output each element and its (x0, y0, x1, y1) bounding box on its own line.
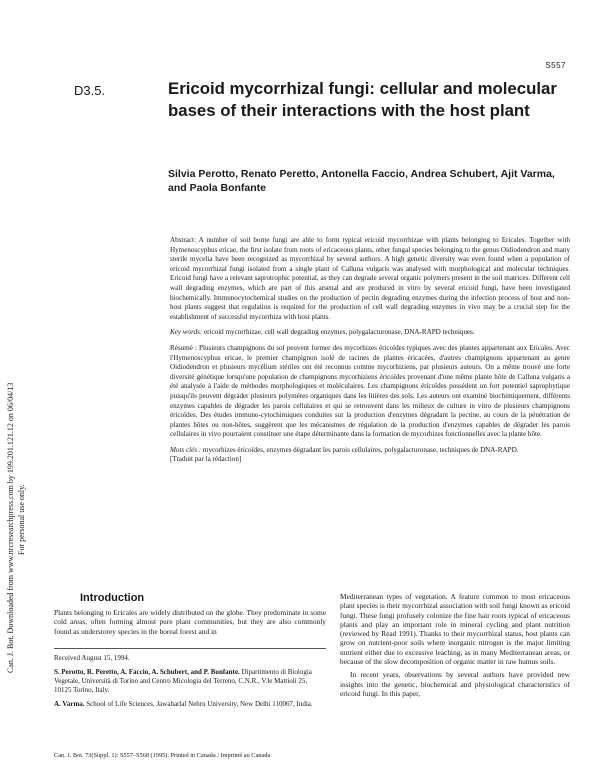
affiliation-2 (54, 700, 326, 709)
watermark-line-2: For personal use only. (17, 484, 26, 555)
affiliations-block (54, 654, 326, 714)
section-code: D3.5. (74, 83, 106, 98)
footnote-divider (54, 648, 326, 649)
abstract-paragraph (170, 236, 570, 322)
keywords-label: Key words: (170, 328, 203, 337)
intro-paragraph-1: Mediterranean types of vegetation. A feature common to most ericaceous plant species is their mycorrhizal association with soil fungi known as ericoid fungi. These fungi profusely colonize the fine hair roots typical of ericaceous plants and play an important role in mineral cycling and plant nutrition (reviewed by Read 1991). Thanks to their mycorrhizal status, host plants can grow on nutrient-poor soils where inorganic nitrogen is the major limiting nutrient either due to excessive leaching, as in many Mediterranean areas, or because of the slow decomposition of organic matter in raw humus soils. (340, 592, 570, 667)
watermark-line-1: Can. J. Bot. Downloaded from www.nrcresearchpress.com by 199.201.121.12 on 06/04/13 (6, 382, 15, 673)
intro-paragraph-2: In recent years, observations by several authors have provided new insights into the genetic, biochemical and physiological characteristics of ericoid fungi. In this paper, (340, 670, 570, 698)
abstract-block (170, 236, 570, 465)
mots-cles-label: Mots clés : (170, 445, 202, 454)
paper-title: Ericoid mycorrhizal fungi: cellular and molecular bases of their interactions with the host plant (168, 79, 557, 120)
affiliation-2-text: School of Life Sciences, Jawaharlal Nehru University, New Delhi 110067, India. (86, 699, 313, 708)
author-list: Silvia Perotto, Renato Peretto, Antonella Faccio, Andrea Schubert, Ajit Varma, and Paola Bonfante (168, 168, 555, 194)
abstract-text: A number of soil borne fungi are able to form typical ericoid mycorrhizae with plants belonging to Ericales. Together with Hymenoscyphus ericae, the first isolate from roots of ericaceous plants, other fungal species belonging to the genus Oidiodendron and many sterile mycelia have been recognized as mycorrhizal by several authors. A high genetic diversity was even found when a population of ericoid mycorrhizal fungi isolated from a single plant of Calluna vulgaris was analysed with morphological and molecular techniques. Ericoid fungi have a relevant saprotrophic potential, as they can degrade several organic polymers present in the soil matrices. Different cell wall degrading enzymes, which are part of this arsenal and are produced in vitro by several ericoid fungi, have been investigated biochemically. Immunocytochemical studies on the production of pectin degrading enzymes during the infection process of host and non-host plants suggest that regulation is required for the production of cell wall degrading enzymes in vivo may be a crucial step for the establishment of successful mycorrhiza with host plants. (170, 236, 570, 321)
page-number: S557 (545, 61, 566, 70)
affiliation-1-authors: S. Perotto, R. Peretto, A. Faccio, A. Schubert, and P. Bonfante. (54, 667, 240, 676)
resume-paragraph (170, 344, 570, 440)
resume-text: Plusieurs champignons du sol peuvent former des mycorhizes éricoïdes typiques avec des plantes appartenant aux Ericales. Avec l'Hymenoscyphus ericae, le premier champignon isolé de racines de plantes éricacées, d'autres champignons appartenant au genre Oidiodendron et plusieurs mycélium stériles ont été reconnus comme mycorhiziens, par plusieurs auteurs. On a même trouvé une forte diversité génétique lorsqu'une population de champignons mycorhiziens éricoïdes provenant d'une même plante hôte de Calluna vulgaris a été analysée à l'aide de méthodes morphologiques et moléculaires. Les champignons éricoïdes possèdent un fort potentiel saprophytique puisqu'ils peuvent dégrader plusieurs polymères organiques dans les litières des sols. Les auteurs ont examiné biochimiquement, différents enzymes capables de dégrader les parois cellulaires et qui se retrouvent dans les milieux de culture in vitro de plusieurs champignons éricoïdes. Des études immuno-cytochimiques conduites sur la production d'enzymes dégradant la pectine, au cours de la pénétration de plantes hôtes ou non-hôtes, suggèrent que les mécanismes de régulation de la production d'enzymes capables de dégrader les parois cellulaires in vivo pourraient constituer une étape déterminante dans la formation de mycorhizes fonctionnelles avec la plante hôte. (170, 343, 570, 439)
affiliation-2-authors: A. Varma. (54, 699, 85, 708)
watermark-svg (3, 205, 33, 675)
download-watermark (3, 205, 33, 675)
introduction-heading: Introduction (80, 592, 145, 604)
resume-keywords (170, 446, 570, 465)
journal-citation: Can. J. Bot. 73(Suppl. 1): S557–S568 (1995). Printed in Canada / Imprimé au Canada (54, 752, 271, 759)
mots-cles-text: mycorhizes éricoïdes, enzymes dégradant les parois cellulaires, polygalacturonase, techniques de DNA-RAPD. (202, 445, 519, 454)
translator-note: [Traduit par la rédaction] (170, 455, 242, 464)
intro-right-column (340, 592, 570, 702)
affiliation-1-text: Dipartimento di Biologia Vegetale, Università di Torino and Centro Micologia del Terreno, C.N.R., V.le Mattioli 25, 10125 Torino, Italy. (54, 667, 312, 694)
intro-left-column: Plants belonging to Ericales are widely distributed on the globe. They predominate in some cold areas, often forming almost pure plant communities, but they are also commonly found as understorey species in the boreal forest and in (54, 608, 326, 636)
resume-label: Résumé : (170, 343, 197, 352)
keywords-text: ericoid mycorrhizae, cell wall degrading enzymes, polygalacturonase, DNA-RAPD techniques. (204, 328, 475, 337)
received-date: Received August 15, 1994. (54, 654, 130, 662)
abstract-keywords (170, 328, 570, 338)
abstract-label: Abstract: (170, 236, 197, 244)
affiliation-1 (54, 668, 326, 695)
